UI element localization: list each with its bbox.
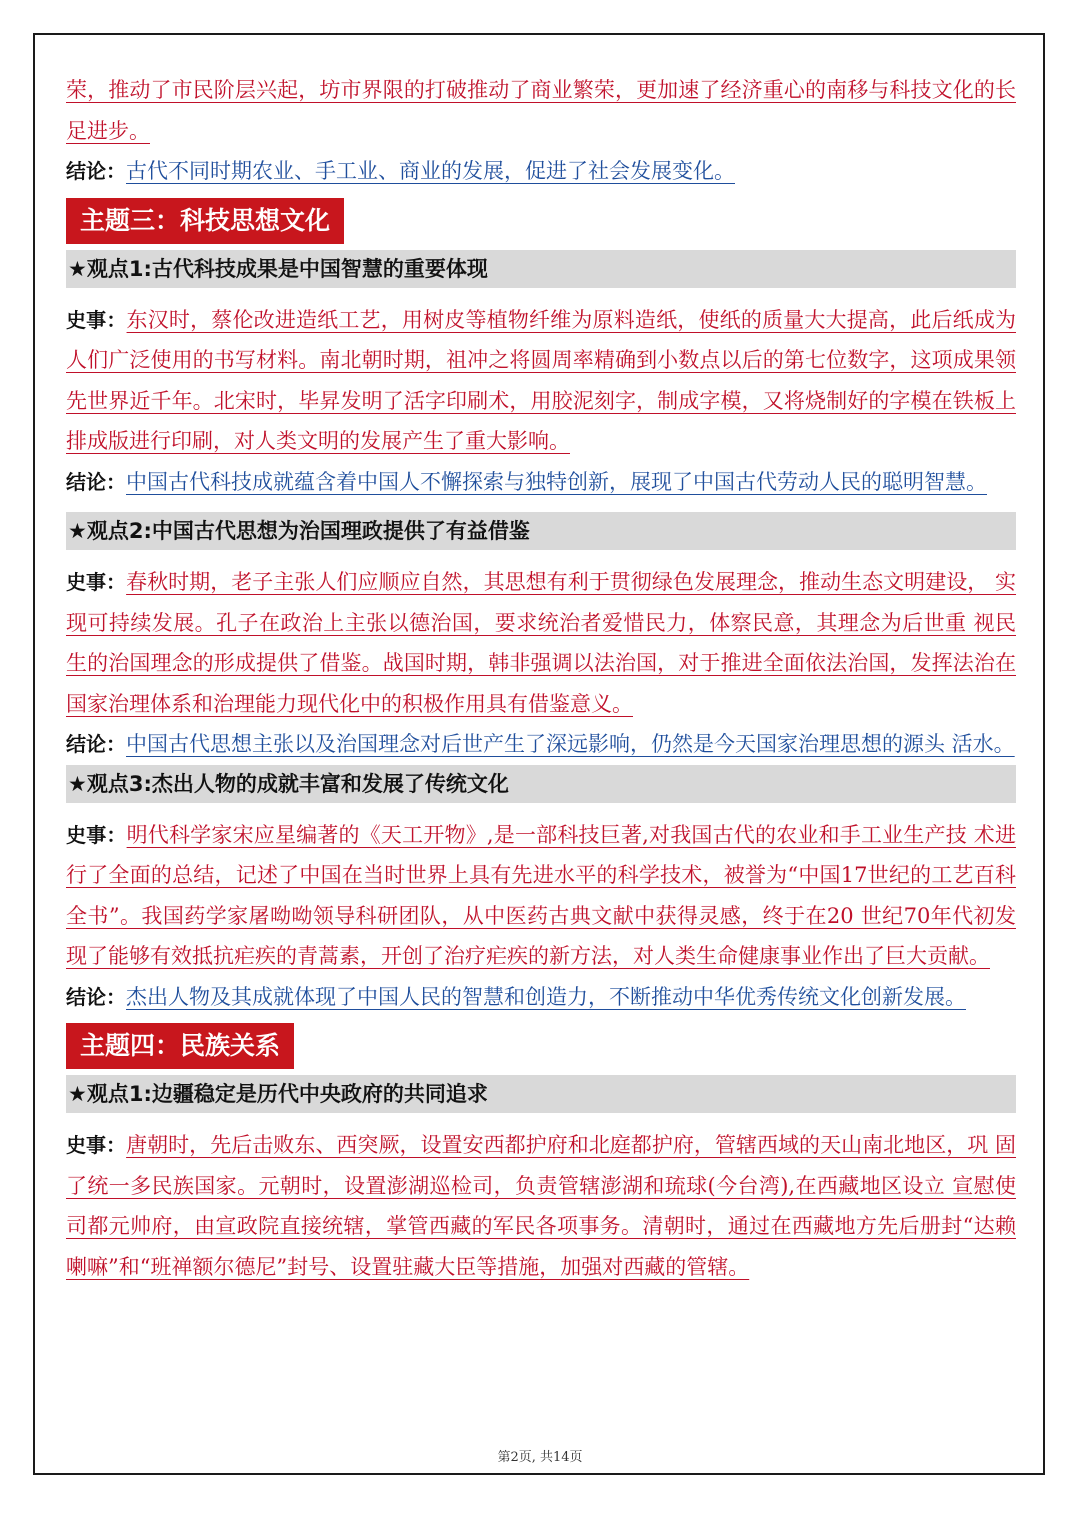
intro-paragraph (66, 70, 1016, 151)
conclusion-label: 结论： (66, 159, 126, 183)
conclusion-text: 中国古代思想主张以及治国理念对后世产生了深远影响，仍然是今天国家治理思想的源头 活水。 (126, 732, 1015, 756)
topic3-view2-conclusion (66, 724, 1016, 765)
fact-label: 史事： (66, 307, 127, 332)
fact-label: 史事： (66, 1133, 127, 1157)
topic3-view1-conclusion (66, 462, 1016, 503)
conclusion-label: 结论： (66, 984, 126, 1009)
topic3-view2-heading: ★观点2:中国古代思想为治国理政提供了有益借鉴 (66, 512, 1016, 550)
fact-text: 唐朝时，先后击败东、西突厥，设置安西都护府和北庭都护府，管辖西域的天山南北地区，巩 固了统一多民族国家。元朝时，设置澎湖巡检司，负责管辖澎湖和琉球(今台湾),在西藏地区设立 宣慰使司都元帅府，由宣政院直接统辖，掌管西藏的军民各项事务。清朝时，通过在西藏地方先后册封“达赖喇嘛”和“班禅额尔德尼”封号、设置驻藏大臣等措施，加强对西藏的管辖。 (66, 1133, 1017, 1279)
fact-label: 史事： (66, 570, 127, 594)
intro-text: 荣，推动了市民阶层兴起，坊市界限的打破推动了商业繁荣，更加速了经济重心的南移与科技文化的长足进步。 (66, 78, 1016, 143)
intro-conclusion (66, 151, 1016, 192)
topic3-view1-fact (66, 300, 1016, 462)
conclusion-label: 结论： (66, 732, 126, 756)
document-body (66, 70, 1016, 1287)
conclusion-text: 中国古代科技成就蕴含着中国人不懈探索与独特创新，展现了中国古代劳动人民的聪明智慧。 (126, 469, 987, 494)
topic4-heading: 主题四：民族关系 (66, 1023, 294, 1069)
topic3-heading: 主题三：科技思想文化 (66, 198, 344, 244)
fact-text: 春秋时期，老子主张人们应顺应自然，其思想有利于贯彻绿色发展理念，推动生态文明建设， 实现可持续发展。孔子在政治上主张以德治国，要求统治者爱惜民力，体察民意，其理念为后世重 视民生的治国理念的形成提供了借鉴。战国时期，韩非强调以法治国，对于推进全面依法治国，发挥法治在国家治理体系和治理能力现代化中的积极作用具有借鉴意义。 (66, 570, 1017, 716)
topic3-view3-fact (66, 815, 1016, 977)
fact-text: 明代科学家宋应星编著的《天工开物》,是一部科技巨著,对我国古代的农业和手工业生产技 术进行了全面的总结，记述了中国在当时世界上具有先进水平的科学技术，被誉为“中国17世纪的工艺百科全书”。我国药学家屠呦呦领导科研团队，从中医药古典文献中获得灵感，终于在20 世纪70年代初发现了能够有效抵抗疟疾的青蒿素，开创了治疗疟疾的新方法，对人类生命健康事业作出了巨大贡献。 (66, 822, 1016, 968)
fact-label: 史事： (66, 822, 127, 847)
topic3-view2-fact (66, 562, 1016, 724)
topic3-view3-heading: ★观点3:杰出人物的成就丰富和发展了传统文化 (66, 765, 1016, 803)
conclusion-label: 结论： (66, 469, 126, 494)
fact-text: 东汉时，蔡伦改进造纸工艺，用树皮等植物纤维为原料造纸，使纸的质量大大提高，此后纸成为人们广泛使用的书写材料。南北朝时期，祖冲之将圆周率精确到小数点以后的第七位数字，这项成果领先世界近千年。北宋时，毕昇发明了活字印刷术，用胶泥刻字，制成字模，又将烧制好的字模在铁板上排成版进行印刷，对人类文明的发展产生了重大影响。 (66, 307, 1016, 453)
topic4-view1-heading: ★观点1:边疆稳定是历代中央政府的共同追求 (66, 1075, 1016, 1113)
topic3-view3-conclusion (66, 977, 1016, 1018)
page-footer: 第2页, 共14页 (497, 1450, 583, 1465)
conclusion-text: 古代不同时期农业、手工业、商业的发展，促进了社会发展变化。 (126, 159, 735, 183)
topic3-view1-heading: ★观点1:古代科技成果是中国智慧的重要体现 (66, 250, 1016, 288)
conclusion-text: 杰出人物及其成就体现了中国人民的智慧和创造力，不断推动中华优秀传统文化创新发展。 (126, 984, 966, 1009)
topic4-view1-fact (66, 1125, 1016, 1287)
